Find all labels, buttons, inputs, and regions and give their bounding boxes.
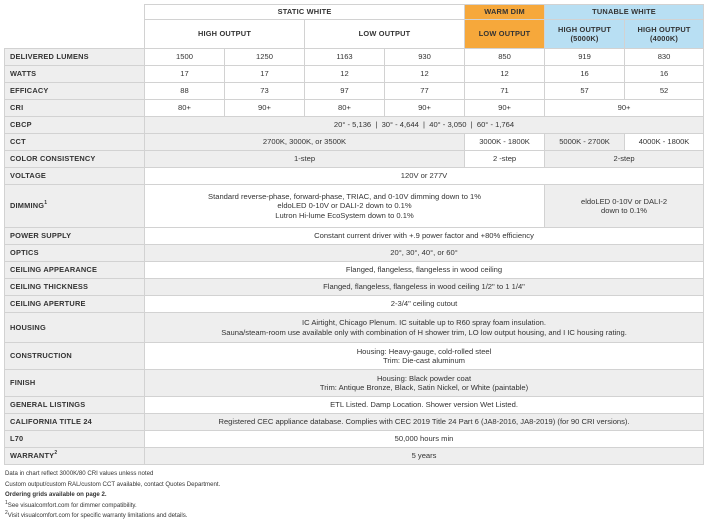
table-cell: Housing: Black powder coat Trim: Antique Bronze, Black, Satin Nickel, or White (paintable) <box>145 370 704 397</box>
row-label: L70 <box>5 431 145 448</box>
table-cell: 57 <box>545 83 625 100</box>
row-label: EFFICACY <box>5 83 145 100</box>
row-label: CONSTRUCTION <box>5 343 145 370</box>
table-cell: 88 <box>145 83 225 100</box>
table-cell: 12 <box>385 66 465 83</box>
row-label: CEILING APERTURE <box>5 296 145 313</box>
table-cell: 12 <box>305 66 385 83</box>
row-label: GENERAL LISTINGS <box>5 397 145 414</box>
table-cell: 52 <box>625 83 704 100</box>
table-cell: 20°, 30°, 40°, or 60° <box>145 245 704 262</box>
table-cell: 50,000 hours min <box>145 431 704 448</box>
table-cell: 850 <box>465 49 545 66</box>
table-row-ceiling-thickness <box>5 279 704 296</box>
table-cell: 1500 <box>145 49 225 66</box>
table-cell: 16 <box>625 66 704 83</box>
table-cell: 5 years <box>145 448 704 465</box>
header-warm-low-output: LOW OUTPUT <box>465 20 545 49</box>
table-row-l70 <box>5 431 704 448</box>
table-row-power-supply <box>5 228 704 245</box>
table-row-warranty <box>5 448 704 465</box>
table-cell: 2-step <box>545 151 704 168</box>
row-label: CBCP <box>5 117 145 134</box>
table-row-construction <box>5 343 704 370</box>
table-row-general-listings <box>5 397 704 414</box>
table-cell: 830 <box>625 49 704 66</box>
row-label: CEILING APPEARANCE <box>5 262 145 279</box>
table-cell: Registered CEC appliance database. Complies with CEC 2019 Title 24 Part 6 (JA8-2016, JA8-2019) (for 90 CRI versions). <box>145 414 704 431</box>
table-row-delivered-lumens <box>5 49 704 66</box>
footnote-text: Visit visualcomfort.com for specific warranty limitations and details. <box>7 512 188 519</box>
header-tunable-high-4000k: HIGH OUTPUT (4000K) <box>625 20 704 49</box>
table-cell: 2700K, 3000K, or 3500K <box>145 134 465 151</box>
table-cell: 90+ <box>385 100 465 117</box>
footnote-mark: 2 <box>54 450 58 457</box>
table-cell: 90+ <box>465 100 545 117</box>
row-label: HOUSING <box>5 313 145 343</box>
row-label <box>5 448 145 465</box>
table-cell: 2-3/4" ceiling cutout <box>145 296 704 313</box>
footnote-2 <box>5 511 220 522</box>
table-row-dimming <box>5 185 704 228</box>
header-row-groups <box>5 5 704 20</box>
header-tunable-high-5000k: HIGH OUTPUT (5000K) <box>545 20 625 49</box>
table-cell: Flanged, flangeless, flangeless in wood ceiling 1/2" to 1 1/4" <box>145 279 704 296</box>
row-label-text: DIMMING <box>10 201 45 211</box>
table-cell: 71 <box>465 83 545 100</box>
table-row-housing <box>5 313 704 343</box>
table-row-cbcp <box>5 117 704 134</box>
table-row-color-consistency <box>5 151 704 168</box>
table-row-optics <box>5 245 704 262</box>
table-cell: 73 <box>225 83 305 100</box>
header-corner <box>5 5 145 49</box>
table-row-watts <box>5 66 704 83</box>
row-label: WATTS <box>5 66 145 83</box>
note-ordering-grids: Ordering grids available on page 2. <box>5 491 107 498</box>
footnote-1 <box>5 501 220 512</box>
table-cell: 16 <box>545 66 625 83</box>
table-cell: Housing: Heavy-gauge, cold-rolled steel Trim: Die-cast aluminum <box>145 343 704 370</box>
table-row-efficacy <box>5 83 704 100</box>
table-row-california-title-24 <box>5 414 704 431</box>
table-cell: ETL Listed. Damp Location. Shower version Wet Listed. <box>145 397 704 414</box>
table-cell: 90+ <box>545 100 704 117</box>
footnote-text: See visualcomfort.com for dimmer compatibility. <box>7 501 137 509</box>
table-cell: 1250 <box>225 49 305 66</box>
table-cell: 1163 <box>305 49 385 66</box>
table-cell: Flanged, flangeless, flangeless in wood ceiling <box>145 262 704 279</box>
row-label <box>5 185 145 228</box>
note-data-basis: Data in chart reflect 3000K/80 CRI values unless noted <box>5 470 154 477</box>
table-cell: Standard reverse-phase, forward-phase, TRIAC, and 0-10V dimming down to 1% eldoLED 0-10V or DALI-2 down to 0.1% Lutron Hi-lume EcoSystem down to 0.1% <box>145 185 545 228</box>
table-row-cct <box>5 134 704 151</box>
table-cell: 120V or 277V <box>145 168 704 185</box>
table-cell: eldoLED 0-10V or DALI-2 down to 0.1% <box>545 185 704 228</box>
table-cell: 20° - 5,136 | 30° - 4,644 | 40° - 3,050 | 60° - 1,764 <box>145 117 704 134</box>
footnote-mark: 1 <box>44 200 48 207</box>
row-label: VOLTAGE <box>5 168 145 185</box>
footnotes <box>5 469 220 522</box>
header-static-high-output: HIGH OUTPUT <box>145 20 305 49</box>
table-cell: 80+ <box>145 100 225 117</box>
table-cell: 90+ <box>225 100 305 117</box>
row-label: OPTICS <box>5 245 145 262</box>
table-cell: 1-step <box>145 151 465 168</box>
header-warm-dim: WARM DIM <box>465 5 545 20</box>
table-cell: 5000K - 2700K <box>545 134 625 151</box>
footnote-mark: 1 <box>5 499 8 506</box>
row-label: DELIVERED LUMENS <box>5 49 145 66</box>
row-label: CRI <box>5 100 145 117</box>
table-cell: Constant current driver with +.9 power factor and +80% efficiency <box>145 228 704 245</box>
table-cell: 930 <box>385 49 465 66</box>
header-static-low-output: LOW OUTPUT <box>305 20 465 49</box>
table-cell: 3000K - 1800K <box>465 134 545 151</box>
header-static-white: STATIC WHITE <box>145 5 465 20</box>
note-custom-options: Custom output/custom RAL/custom CCT available, contact Quotes Department. <box>5 480 221 488</box>
row-label: POWER SUPPLY <box>5 228 145 245</box>
specification-table <box>4 4 704 465</box>
header-tunable-white: TUNABLE WHITE <box>545 5 704 20</box>
table-row-ceiling-appearance <box>5 262 704 279</box>
table-cell: 80+ <box>305 100 385 117</box>
table-row-ceiling-aperture <box>5 296 704 313</box>
row-label: FINISH <box>5 370 145 397</box>
row-label: CALIFORNIA TITLE 24 <box>5 414 145 431</box>
row-label: CCT <box>5 134 145 151</box>
table-cell: 2 -step <box>465 151 545 168</box>
table-cell: 17 <box>145 66 225 83</box>
footnote-mark: 2 <box>5 510 8 516</box>
table-cell: 12 <box>465 66 545 83</box>
table-cell: 4000K - 1800K <box>625 134 704 151</box>
table-row-voltage <box>5 168 704 185</box>
row-label: COLOR CONSISTENCY <box>5 151 145 168</box>
table-cell: IC Airtight, Chicago Plenum. IC suitable up to R60 spray foam insulation. Sauna/steam-room use available only with combination of H shower trim, LO low output housing, and I IC housing rating. <box>145 313 704 343</box>
table-cell: 17 <box>225 66 305 83</box>
table-row-cri <box>5 100 704 117</box>
row-label: CEILING THICKNESS <box>5 279 145 296</box>
table-cell: 919 <box>545 49 625 66</box>
table-row-finish <box>5 370 704 397</box>
table-cell: 77 <box>385 83 465 100</box>
row-label-text: WARRANTY <box>10 451 55 461</box>
table-cell: 97 <box>305 83 385 100</box>
